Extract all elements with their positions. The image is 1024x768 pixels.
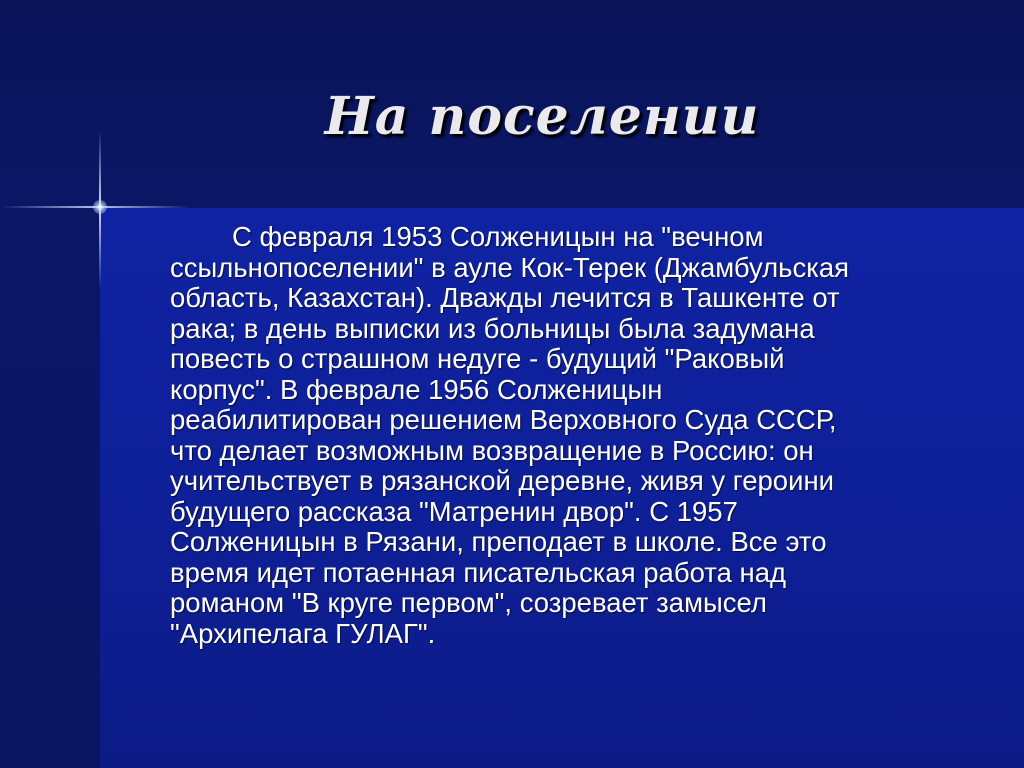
slide-title: На поселении <box>324 86 760 147</box>
slide-body-text: С февраля 1953 Солженицын на "вечном ссыльнопоселении" в ауле Кок-Терек (Джамбульская область, Казахстан). Дважды лечится в Ташкенте от рака; в день выписки из больницы была задумана повесть о страшном недуге - будущий "Раковый корпус". В феврале 1956 Солженицын реабилитирован решением Верховного Суда СССР, что делает возможным возвращение в Россию: он учительствует в рязанской деревне, живя у героини будущего рассказа "Матренин двор". С 1957 Солженицын в Рязани, преподает в школе. Все это время идет потаенная писательская работа над романом "В круге первом", созревает замысел "Архипелага ГУЛАГ". <box>170 221 850 649</box>
sparkle-star-icon <box>93 200 107 214</box>
left-band <box>0 208 100 768</box>
